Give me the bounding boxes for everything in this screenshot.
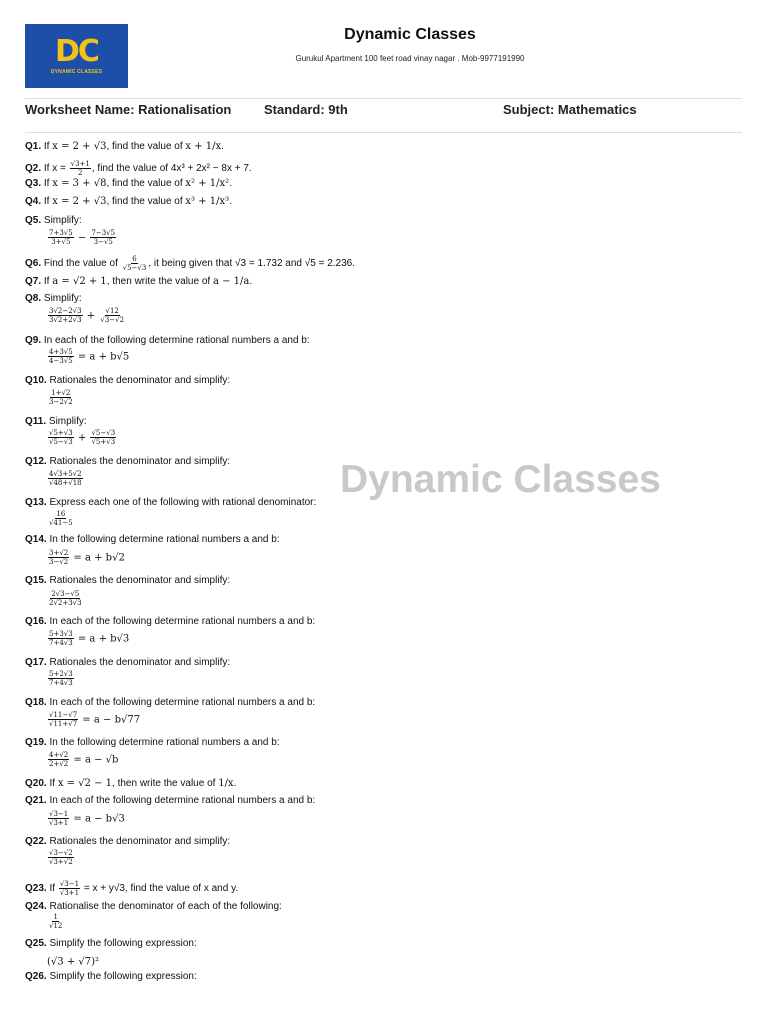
formula-fraction-denominator: 4−3√5 — [49, 357, 73, 366]
formula-fraction-numerator: √3−1 — [49, 810, 69, 819]
formula-fraction-numerator: √11−√7 — [49, 711, 78, 720]
formula-fraction-denominator: 3−2√2 — [49, 398, 73, 407]
brand-title: Dynamic Classes — [344, 26, 476, 43]
question-text: , find the value of — [106, 178, 186, 189]
formula-fraction-numerator: √5−√3 — [91, 429, 116, 438]
brand-address: Gurukul Apartment 100 feet road vinay nagar . Mob-9977191990 — [295, 54, 525, 63]
question-text: In each of the following determine rational numbers a and b: — [49, 616, 316, 627]
question-fraction — [70, 160, 91, 177]
question-24 — [25, 901, 282, 913]
formula-fraction-numerator: 7+3√5 — [49, 229, 73, 238]
question-number: Q19. — [25, 737, 50, 748]
formula-fraction-numerator: √5+√3 — [49, 429, 73, 438]
question-text: If — [43, 196, 53, 207]
question-21 — [25, 795, 315, 807]
question-text: . — [229, 178, 232, 189]
question-16 — [25, 616, 315, 628]
formula-fraction — [48, 751, 69, 768]
watermark: Dynamic Classes — [340, 458, 661, 501]
formula-operator: − — [74, 232, 90, 244]
question-text: . — [249, 276, 253, 287]
question-expression: x² + 1/x² — [185, 178, 230, 189]
formula-fraction — [48, 229, 74, 246]
question-number: Q6. — [25, 258, 44, 270]
question-number: Q9. — [25, 335, 44, 346]
formula-q10 — [47, 389, 75, 407]
formula-fraction-numerator: 1 — [53, 913, 58, 922]
question-25 — [25, 938, 197, 950]
question-number: Q12. — [25, 456, 50, 467]
question-number: Q21. — [25, 795, 50, 806]
formula-q25 — [47, 953, 99, 971]
question-expression: 1/x — [218, 778, 234, 789]
formula-q14 — [47, 549, 125, 567]
formula-fraction-numerator: 5+2√3 — [49, 670, 73, 679]
formula-fraction-numerator: 4+3√5 — [49, 348, 73, 357]
question-4 — [25, 196, 232, 208]
question-text: Simplify the following expression: — [49, 938, 197, 949]
formula-fraction — [48, 549, 69, 566]
question-number: Q25. — [25, 938, 50, 949]
question-text: . — [221, 141, 224, 152]
formula-fraction — [48, 810, 69, 827]
formula-q18 — [47, 711, 140, 729]
formula-rhs: = a + b√2 — [70, 552, 125, 564]
formula-fraction — [48, 913, 63, 930]
formula-fraction-denominator: √41−5 — [49, 519, 73, 528]
formula-fraction-numerator: 5+3√3 — [49, 630, 73, 639]
logo-subtext: DYNAMIC CLASSES — [50, 69, 103, 75]
formula-q22 — [47, 849, 75, 867]
question-expression: a − 1/a — [212, 276, 250, 287]
header-divider-top — [25, 98, 742, 99]
question-number: Q23. — [25, 883, 50, 895]
formula-fraction-numerator: 4√3+5√2 — [49, 470, 82, 479]
formula-fraction-numerator: 2√3−√5 — [51, 590, 80, 599]
formula-fraction-denominator: √3+√2 — [49, 858, 73, 867]
formula-fraction-numerator: 1+√2 — [51, 389, 71, 398]
formula-fraction — [48, 711, 78, 728]
question-text: . — [233, 778, 237, 789]
question-fraction-denominator: 2 — [78, 169, 83, 177]
question-number: Q26. — [25, 971, 50, 982]
question-fraction-numerator: √3+1 — [70, 160, 90, 168]
formula-fraction — [48, 849, 74, 866]
question-text: Rationales the denominator and simplify: — [49, 836, 231, 847]
question-12 — [25, 456, 230, 468]
formula-q21 — [47, 810, 125, 828]
question-text: , find the value of — [106, 196, 186, 207]
formula-q17 — [47, 670, 75, 688]
question-number: Q7. — [25, 276, 44, 287]
formula-fraction-denominator: √3+1 — [49, 819, 69, 828]
question-22 — [25, 836, 230, 848]
formula-fraction-numerator: 7−3√5 — [91, 229, 116, 238]
formula-fraction-denominator: √11+√7 — [49, 720, 78, 729]
question-number: Q3. — [25, 178, 44, 189]
question-number: Q11. — [25, 416, 49, 427]
subject: Subject: Mathematics — [503, 102, 637, 117]
question-text: If x = — [43, 163, 69, 175]
formula-expression: (√3 + √7)² — [47, 956, 100, 968]
question-number: Q2. — [25, 163, 44, 175]
formula-fraction-denominator: √48+√18 — [49, 479, 82, 488]
formula-fraction — [48, 429, 74, 446]
formula-fraction-denominator: 7+4√3 — [49, 679, 73, 688]
formula-fraction — [99, 307, 125, 324]
question-8 — [25, 293, 82, 305]
question-fraction — [122, 255, 148, 272]
formula-fraction-numerator: 16 — [56, 510, 66, 519]
question-text: If — [43, 178, 53, 189]
question-fraction-numerator: 6 — [132, 255, 137, 263]
logo-letters: DC — [55, 34, 98, 69]
question-text: , find the value of — [106, 141, 186, 152]
formula-operator: + — [83, 310, 99, 322]
question-expression: x = 2 + √3 — [52, 196, 107, 207]
question-6 — [25, 255, 355, 272]
question-26 — [25, 971, 197, 983]
question-10 — [25, 375, 230, 387]
formula-fraction — [48, 590, 83, 607]
question-number: Q13. — [25, 497, 50, 508]
question-text: Rationales the denominator and simplify: — [49, 456, 231, 467]
question-9 — [25, 335, 310, 347]
question-5 — [25, 215, 82, 227]
formula-fraction-numerator: 4+√2 — [49, 751, 69, 760]
question-1 — [25, 141, 224, 153]
question-number: Q24. — [25, 901, 50, 912]
question-text: Simplify: — [48, 416, 87, 427]
formula-fraction — [48, 307, 83, 324]
formula-fraction-denominator: √3−√2 — [100, 316, 125, 325]
question-text: Rationales the denominator and simplify: — [49, 375, 231, 386]
question-expression: x = √2 − 1 — [57, 778, 113, 789]
question-expression: x = 2 + √3 — [52, 141, 107, 152]
formula-q9 — [47, 348, 129, 366]
formula-fraction — [48, 670, 74, 687]
question-text: If — [49, 883, 58, 895]
formula-fraction — [48, 510, 74, 527]
formula-fraction — [90, 429, 116, 446]
formula-fraction-denominator: 2√2+3√3 — [49, 599, 82, 608]
formula-fraction-denominator: 3+√5 — [51, 238, 71, 247]
question-text: In each of the following determine rational numbers a and b: — [49, 795, 316, 806]
question-text: , find the value of 4x³ + 2x² − 8x + 7. — [91, 163, 252, 175]
question-11 — [25, 416, 87, 428]
formula-q15 — [47, 590, 84, 608]
question-17 — [25, 657, 230, 669]
question-2 — [25, 160, 252, 177]
question-text: In each of the following determine rational numbers a and b: — [49, 697, 316, 708]
question-number: Q10. — [25, 375, 50, 386]
question-14 — [25, 534, 280, 546]
formula-fraction — [48, 630, 74, 647]
question-18 — [25, 697, 315, 709]
formula-rhs: = a − b√3 — [70, 813, 125, 825]
question-number: Q5. — [25, 215, 44, 226]
question-number: Q15. — [25, 575, 50, 586]
question-expression: x³ + 1/x³ — [185, 196, 230, 207]
question-text: . — [229, 196, 232, 207]
formula-fraction-numerator: √12 — [105, 307, 119, 316]
worksheet-name: Worksheet Name: Rationalisation — [25, 102, 232, 117]
question-3 — [25, 178, 232, 190]
question-fraction — [59, 880, 80, 897]
formula-rhs: = a + b√5 — [74, 351, 130, 363]
question-text: Simplify: — [43, 215, 82, 226]
question-text: In the following determine rational numbers a and b: — [49, 737, 280, 748]
formula-rhs: = a − √b — [70, 754, 119, 766]
question-text: In the following determine rational numbers a and b: — [49, 534, 280, 545]
question-text: = x + y√3, find the value of x and y. — [81, 883, 239, 895]
formula-fraction-denominator: √5+√3 — [91, 438, 116, 447]
formula-rhs: = a + b√3 — [74, 633, 130, 645]
question-20 — [25, 778, 236, 790]
question-expression: a = √2 + 1 — [52, 276, 107, 287]
question-number: Q14. — [25, 534, 50, 545]
formula-fraction — [90, 229, 116, 246]
question-number: Q22. — [25, 836, 50, 847]
formula-q12 — [47, 470, 84, 488]
question-text: , then write the value of — [112, 778, 219, 789]
question-text: , then write the value of — [106, 276, 213, 287]
question-23 — [25, 880, 238, 897]
question-number: Q4. — [25, 196, 44, 207]
formula-fraction-denominator: √12 — [49, 922, 63, 931]
formula-fraction-denominator: 3√2+2√3 — [49, 316, 82, 325]
question-text: If — [43, 276, 53, 287]
question-text: Simplify the following expression: — [49, 971, 197, 982]
formula-fraction-denominator: 3−√2 — [49, 558, 69, 567]
question-text: Rationalise the denominator of each of the following: — [49, 901, 282, 912]
question-text: Express each one of the following with rational denominator: — [49, 497, 317, 508]
question-fraction-denominator: √3+1 — [59, 889, 80, 897]
standard: Standard: 9th — [264, 102, 348, 117]
question-expression: x = 3 + √8 — [52, 178, 107, 189]
logo — [25, 24, 128, 88]
question-text: Rationales the denominator and simplify: — [49, 575, 231, 586]
question-number: Q16. — [25, 616, 50, 627]
question-fraction-denominator: √5−√3 — [122, 264, 147, 272]
question-13 — [25, 497, 316, 509]
formula-fraction — [48, 348, 74, 365]
formula-q24 — [47, 913, 64, 931]
formula-operator: + — [74, 432, 90, 444]
question-number: Q17. — [25, 657, 50, 668]
question-expression: x + 1/x — [185, 141, 222, 152]
formula-q13 — [47, 510, 75, 528]
formula-fraction — [48, 389, 74, 406]
question-text: Rationales the denominator and simplify: — [49, 657, 231, 668]
question-text: Simplify: — [43, 293, 82, 304]
question-text: Find the value of — [43, 258, 121, 270]
formula-q11 — [47, 429, 117, 447]
question-fraction-numerator: √3−1 — [59, 880, 80, 888]
formula-fraction-denominator: 2+√2 — [49, 760, 69, 769]
header-divider-bottom — [25, 132, 742, 133]
formula-fraction-numerator: 3√2−2√3 — [49, 307, 82, 316]
question-text: , it being given that √3 = 1.732 and √5 = 2.236. — [148, 258, 356, 270]
formula-q16 — [47, 630, 129, 648]
question-19 — [25, 737, 280, 749]
question-text: If — [49, 778, 58, 789]
formula-q8 — [47, 307, 126, 325]
question-7 — [25, 276, 252, 288]
formula-q19 — [47, 751, 118, 769]
formula-fraction-numerator: 3+√2 — [49, 549, 69, 558]
formula-q5 — [47, 229, 117, 247]
question-number: Q18. — [25, 697, 50, 708]
formula-fraction-denominator: √5−√3 — [49, 438, 73, 447]
question-text: In each of the following determine rational numbers a and b: — [43, 335, 310, 346]
question-text: If — [43, 141, 53, 152]
question-number: Q1. — [25, 141, 44, 152]
formula-fraction-denominator: 7+4√3 — [49, 639, 73, 648]
question-15 — [25, 575, 230, 587]
formula-fraction-numerator: √3−√2 — [49, 849, 73, 858]
formula-rhs: = a − b√77 — [79, 714, 141, 726]
formula-fraction-denominator: 3−√5 — [93, 238, 113, 247]
question-number: Q8. — [25, 293, 44, 304]
question-number: Q20. — [25, 778, 50, 789]
formula-fraction — [48, 470, 83, 487]
